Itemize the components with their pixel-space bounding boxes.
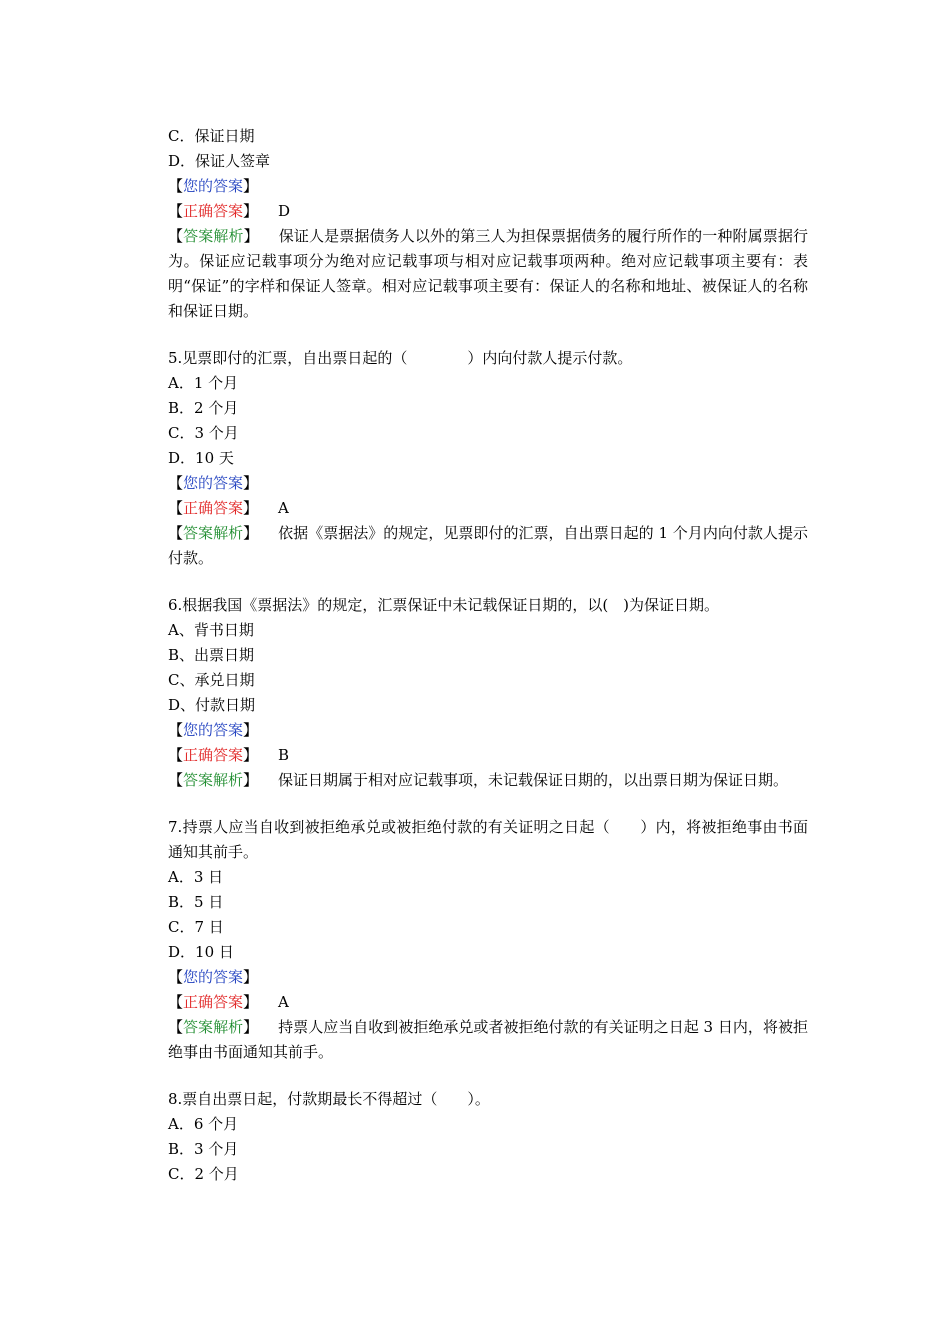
explanation-text: 保证日期属于相对应记载事项，未记载保证日期的，以出票日期为保证日期。 bbox=[278, 771, 789, 789]
explanation-text: 持票人应当自收到被拒绝承兑或者被拒绝付款的有关证明之日起 3 日内，将被拒绝事由书面通知其前手。 bbox=[168, 1018, 808, 1061]
bracket-right: 】 bbox=[243, 499, 259, 517]
correct-answer-value: A bbox=[278, 993, 289, 1011]
option-a: A．1 个月 bbox=[168, 374, 239, 392]
explanation-label: 答案解析 bbox=[183, 771, 244, 789]
bracket-right: 】 bbox=[243, 227, 259, 245]
question-text: 8.票自出票日起，付款期最长不得超过（ ）。 bbox=[168, 1090, 490, 1108]
option-c: C．2 个月 bbox=[168, 1165, 239, 1183]
bracket-left: 【 bbox=[168, 227, 184, 245]
option-d: D．保证人签章 bbox=[168, 152, 271, 170]
explanation-label: 答案解析 bbox=[183, 1018, 244, 1036]
option-c: C、承兑日期 bbox=[168, 671, 255, 689]
bracket-left: 【 bbox=[168, 202, 184, 220]
explanation-text: 依据《票据法》的规定，见票即付的汇票，自出票日起的 1 个月内向付款人提示付款。 bbox=[168, 524, 808, 567]
bracket-left: 【 bbox=[168, 474, 184, 492]
explanation-row bbox=[168, 224, 808, 324]
option-b: B．5 日 bbox=[168, 893, 224, 911]
bracket-left: 【 bbox=[168, 177, 184, 195]
correct-answer-row bbox=[168, 743, 808, 768]
correct-answer-label: 正确答案 bbox=[183, 499, 244, 517]
option-d: D．10 天 bbox=[168, 449, 234, 467]
option-b: B．2 个月 bbox=[168, 399, 239, 417]
explanation-label: 答案解析 bbox=[183, 524, 244, 542]
document-content bbox=[168, 124, 808, 1187]
bracket-left: 【 bbox=[168, 1018, 184, 1036]
correct-answer-row bbox=[168, 496, 808, 521]
bracket-right: 】 bbox=[243, 177, 259, 195]
bracket-left: 【 bbox=[168, 721, 184, 739]
spacer bbox=[168, 324, 808, 346]
bracket-left: 【 bbox=[168, 499, 184, 517]
your-answer-label: 您的答案 bbox=[183, 474, 244, 492]
correct-answer-label: 正确答案 bbox=[183, 202, 244, 220]
question-text: 5.见票即付的汇票，自出票日起的（ ）内向付款人提示付款。 bbox=[168, 349, 633, 367]
option-c: C．保证日期 bbox=[168, 127, 255, 145]
correct-answer-row bbox=[168, 199, 808, 224]
option-d: D、付款日期 bbox=[168, 696, 256, 714]
your-answer-row bbox=[168, 471, 808, 496]
explanation-row bbox=[168, 768, 808, 793]
bracket-right: 】 bbox=[243, 771, 259, 789]
bracket-left: 【 bbox=[168, 771, 184, 789]
your-answer-label: 您的答案 bbox=[183, 177, 244, 195]
correct-answer-label: 正确答案 bbox=[183, 746, 244, 764]
option-b: B、出票日期 bbox=[168, 646, 255, 664]
bracket-left: 【 bbox=[168, 993, 184, 1011]
spacer bbox=[168, 571, 808, 593]
bracket-left: 【 bbox=[168, 746, 184, 764]
your-answer-label: 您的答案 bbox=[183, 968, 244, 986]
explanation-row bbox=[168, 1015, 808, 1065]
bracket-right: 】 bbox=[243, 524, 259, 542]
explanation-label: 答案解析 bbox=[183, 227, 244, 245]
bracket-left: 【 bbox=[168, 968, 184, 986]
your-answer-label: 您的答案 bbox=[183, 721, 244, 739]
option-a: A．3 日 bbox=[168, 868, 224, 886]
spacer bbox=[168, 793, 808, 815]
option-c: C．3 个月 bbox=[168, 424, 239, 442]
correct-answer-row bbox=[168, 990, 808, 1015]
spacer bbox=[168, 1065, 808, 1087]
bracket-left: 【 bbox=[168, 524, 184, 542]
correct-answer-value: D bbox=[278, 202, 291, 220]
your-answer-row bbox=[168, 965, 808, 990]
question-text: 6.根据我国《票据法》的规定，汇票保证中未记载保证日期的，以( )为保证日期。 bbox=[168, 596, 720, 614]
bracket-right: 】 bbox=[243, 993, 259, 1011]
bracket-right: 】 bbox=[243, 721, 259, 739]
option-d: D．10 日 bbox=[168, 943, 234, 961]
bracket-right: 】 bbox=[243, 746, 259, 764]
bracket-right: 】 bbox=[243, 202, 259, 220]
option-c: C．7 日 bbox=[168, 918, 224, 936]
option-a: A、背书日期 bbox=[168, 621, 254, 639]
correct-answer-value: A bbox=[278, 499, 289, 517]
correct-answer-value: B bbox=[278, 746, 290, 764]
your-answer-row bbox=[168, 718, 808, 743]
correct-answer-label: 正确答案 bbox=[183, 993, 244, 1011]
explanation-text: 保证人是票据债务人以外的第三人为担保票据债务的履行所作的一种附属票据行为。保证应记载事项分为绝对应记载事项与相对应记载事项两种。绝对应记载事项主要有：表明“保证”的字样和保证人签章。相对应记载事项主要有：保证人的名称和地址、被保证人的名称和保证日期。 bbox=[168, 227, 808, 320]
bracket-right: 】 bbox=[243, 1018, 259, 1036]
bracket-right: 】 bbox=[243, 474, 259, 492]
your-answer-row bbox=[168, 174, 808, 199]
option-a: A．6 个月 bbox=[168, 1115, 239, 1133]
explanation-row bbox=[168, 521, 808, 571]
question-text: 7.持票人应当自收到被拒绝承兑或被拒绝付款的有关证明之日起（ ）内，将被拒绝事由书面通知其前手。 bbox=[168, 818, 808, 861]
option-b: B．3 个月 bbox=[168, 1140, 239, 1158]
bracket-right: 】 bbox=[243, 968, 259, 986]
